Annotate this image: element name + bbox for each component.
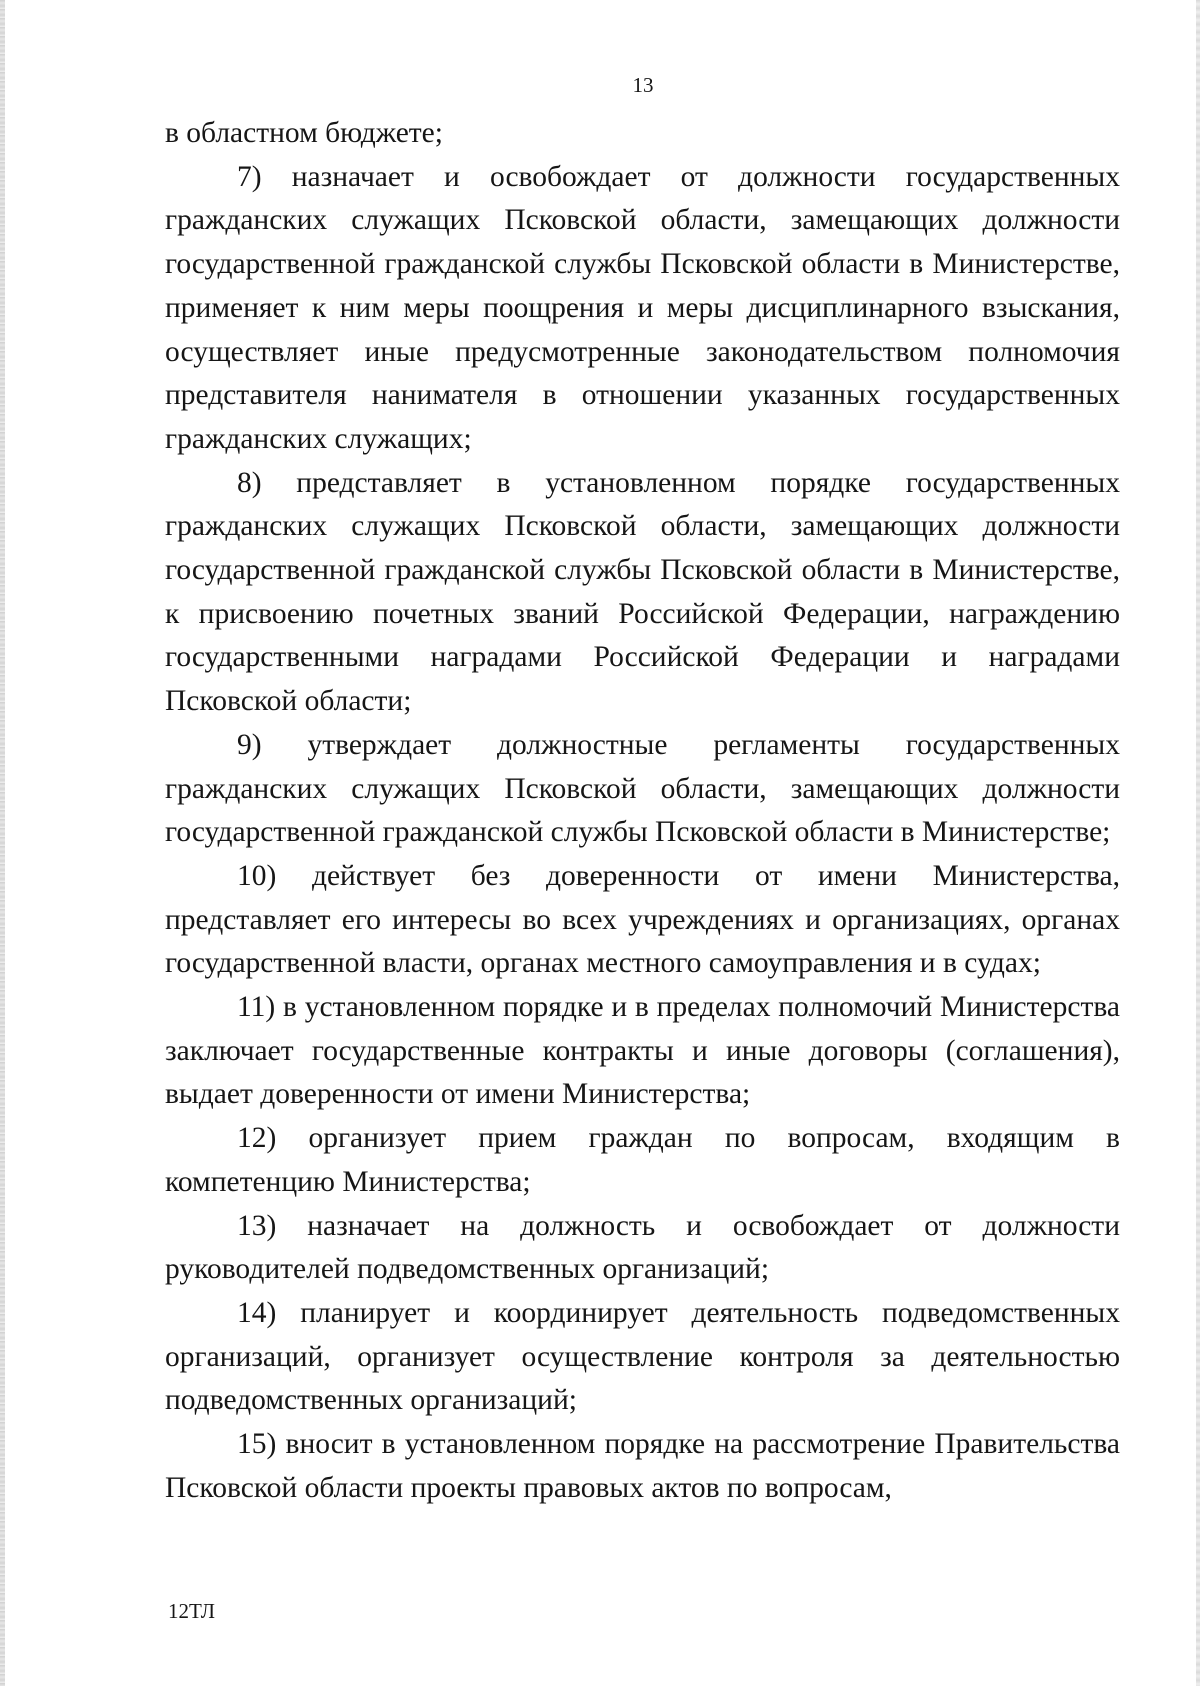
paragraph-item-7: 7) назначает и освобождает от должности государственных гражданских служащих Псковской области, замещающих должности государственной гражданской службы Псковской области в Министерстве, применяет к ним меры поощрения и меры дисциплинарного взыскания, осуществляет иные предусмотренные законодательством полномочия представителя нанимателя в отношении указанных государственных гражданских служащих;	[165, 160, 1120, 455]
paragraph-item-13: 13) назначает на должность и освобождает от должности руководителей подведомственных организаций;	[165, 1209, 1120, 1286]
paragraph-item-12: 12) организует прием граждан по вопросам, входящим в компетенцию Министерства;	[165, 1122, 1120, 1198]
paragraph-item-15: 15) вносит в установленном порядке на рассмотрение Правительства Псковской области проекты правовых актов по вопросам,	[165, 1428, 1120, 1504]
scan-right-edge	[1196, 0, 1200, 1686]
paragraph-continuation: в областном бюджете;	[165, 117, 443, 149]
paragraph-item-14: 14) планирует и координирует деятельность подведомственных организаций, организует осуществление контроля за деятельностью подведомственных организаций;	[165, 1296, 1120, 1417]
footer-code: 12ТЛ	[168, 1599, 216, 1623]
paragraph-item-9: 9) утверждает должностные регламенты государственных гражданских служащих Псковской области, замещающих должности государственной гражданской службы Псковской области в Министерстве;	[165, 728, 1120, 849]
paragraph-item-10: 10) действует без доверенности от имени Министерства, представляет его интересы во всех учреждениях и организациях, органах государственной власти, органах местного самоуправления и в судах;	[165, 859, 1120, 980]
paragraph-item-8: 8) представляет в установленном порядке государственных гражданских служащих Псковской области, замещающих должности государственной гражданской службы Псковской области в Министерстве, к присвоению почетных званий Российской Федерации, награждению государственными наградами Российской Федерации и наградами Псковской области;	[165, 466, 1120, 718]
page-number: 13	[632, 73, 654, 97]
paragraph-item-11: 11) в установленном порядке и в пределах полномочий Министерства заключает государственные контракты и иные договоры (соглашения), выдает доверенности от имени Министерства;	[165, 991, 1120, 1111]
scan-left-edge	[0, 0, 5, 1686]
document-body	[165, 112, 1120, 1511]
